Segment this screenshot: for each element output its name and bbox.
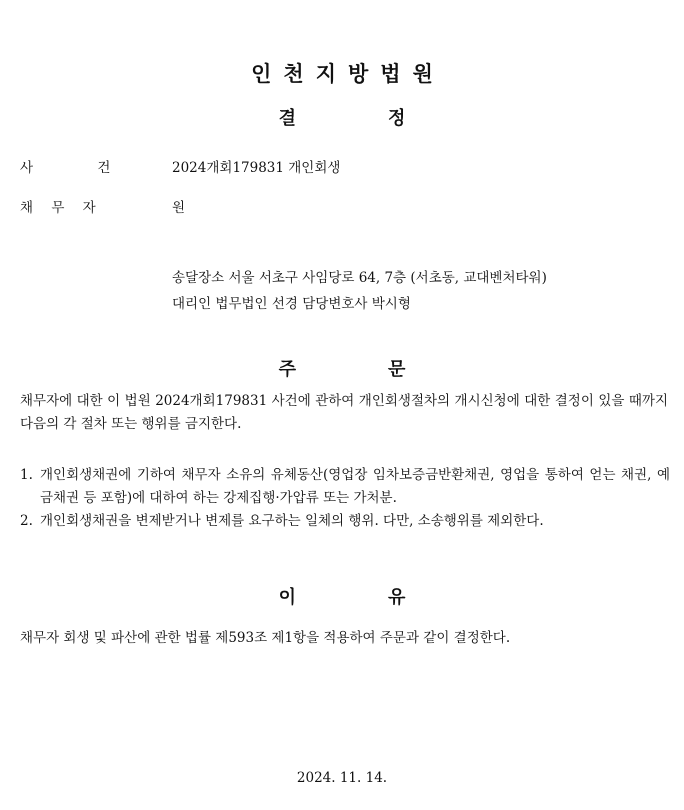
document-type-right: 정	[388, 108, 406, 129]
order-item-number: 1.	[20, 467, 33, 483]
reason-text: 채무자 회생 및 파산에 관한 법률 제593조 제1항을 적용하여 주문과 같이 결정한다.	[20, 630, 511, 646]
service-address: 송달장소 서울 서초구 사임당로 64, 7층 (서초동, 교대벤처타워)	[172, 270, 547, 286]
reason-heading	[0, 583, 684, 609]
reason-heading-left: 이	[278, 587, 296, 608]
document-type-heading	[0, 104, 684, 130]
order-heading-right: 문	[388, 359, 406, 380]
debtor-name: 원	[172, 200, 186, 216]
case-label: 사 건	[20, 160, 111, 176]
debtor-label: 채 무 자	[20, 200, 96, 216]
order-item-text: 개인회생채권을 변제받거나 변제를 요구하는 일체의 행위. 다만, 소송행위를 제외한다.	[40, 513, 544, 529]
order-heading	[0, 355, 684, 381]
order-item-text: 개인회생채권에 기하여 채무자 소유의 유체동산(영업장 임차보증금반환채권, 영업을 통하여 얻는 채권, 예금채권 등 포함)에 대하여 하는 강제집행·가압류 또는 가처분.	[40, 467, 670, 506]
reason-heading-right: 유	[388, 587, 406, 608]
order-intro: 채무자에 대한 이 법원 2024개회179831 사건에 관하여 개인회생절차의 개시신청에 대한 결정이 있을 때까지 다음의 각 절차 또는 행위를 금지한다.	[20, 393, 668, 432]
order-item	[20, 464, 670, 510]
order-item-number: 2.	[20, 513, 33, 529]
decision-date: 2024. 11. 14.	[296, 770, 388, 786]
order-item	[20, 510, 670, 533]
legal-agent: 대리인 법무법인 선경 담당변호사 박시형	[172, 296, 411, 312]
case-value: 2024개회179831 개인회생	[172, 160, 341, 176]
court-name: 인천지방법원	[251, 62, 445, 86]
document-type-left: 결	[278, 108, 296, 129]
order-heading-left: 주	[278, 359, 296, 380]
